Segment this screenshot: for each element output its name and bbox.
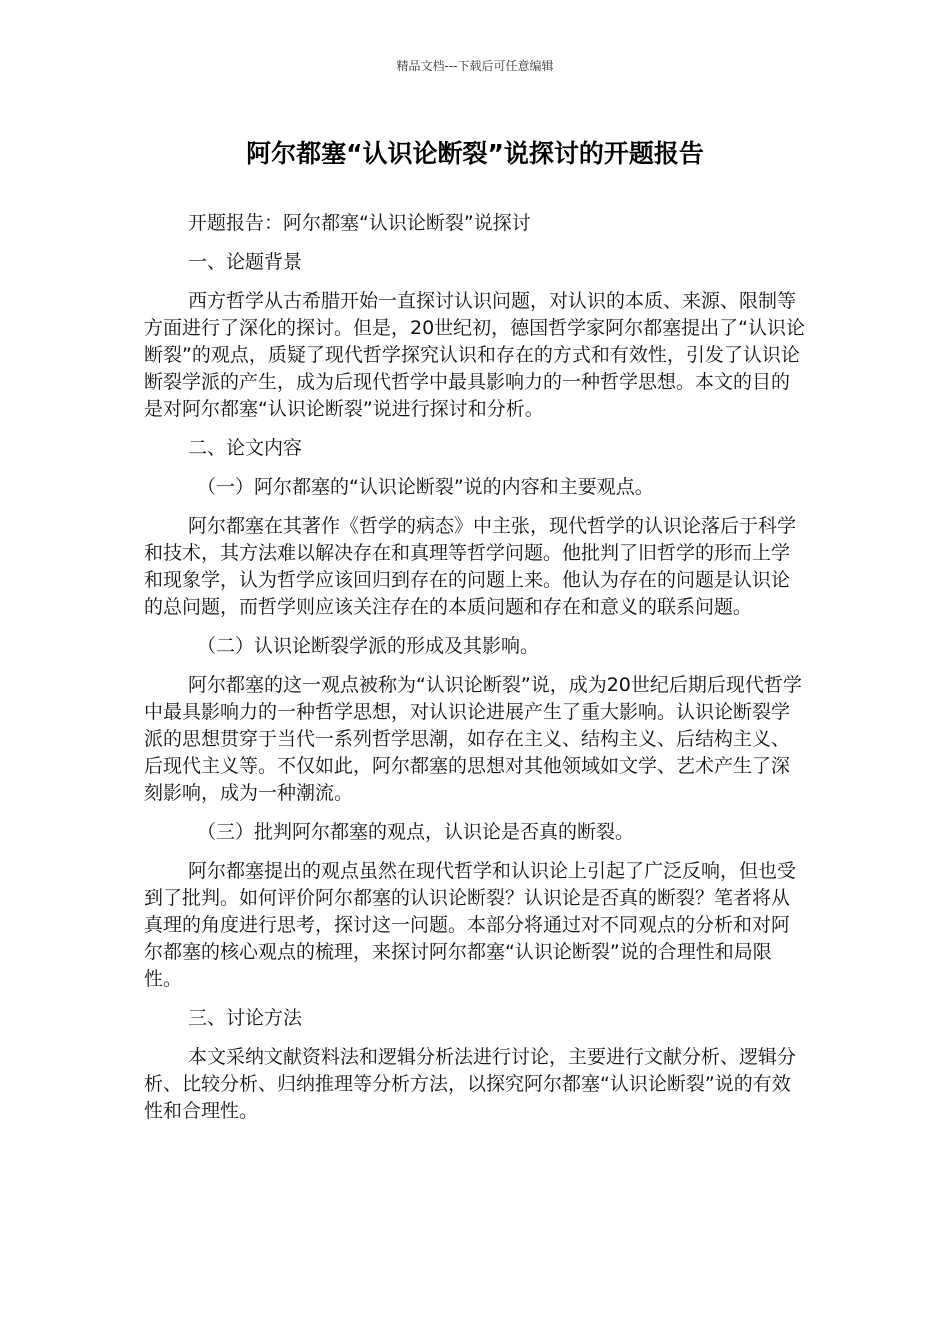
section-heading-content: 二、论文内容 xyxy=(188,437,303,459)
header-note: 精品文档---下载后可任意编辑 xyxy=(396,59,554,73)
subsection-heading-3: （三）批判阿尔都塞的观点，认识论是否真的断裂。 xyxy=(197,821,635,843)
subsection-heading-2: （二）认识论断裂学派的形成及其影响。 xyxy=(197,635,540,657)
paragraph-method: 本文采纳文献资料法和逻辑分析法进行讨论，主要进行文献分析、逻辑分析、比较分析、归纳推理等分析方法，以探究阿尔都塞“认识论断裂”说的有效性和合理性。 xyxy=(144,1046,797,1122)
document-body xyxy=(144,210,808,1137)
paragraph-subsection-3: 阿尔都塞提出的观点虽然在现代哲学和认识论上引起了广泛反响，但也受到了批判。如何评价阿尔都塞的认识论断裂？认识论是否真的断裂？笔者将从真理的角度进行思考，探讨这一问题。本部分将通过对不同观点的分析和对阿尔都塞的核心观点的梳理，来探讨阿尔都塞“认识论断裂”说的合理性和局限性。 xyxy=(144,860,797,990)
paragraph-background: 西方哲学从古希腊开始一直探讨认识问题，对认识的本质、来源、限制等方面进行了深化的探讨。但是，20世纪初，德国哲学家阿尔都塞提出了“认识论断裂”的观点，质疑了现代哲学探究认识和存在的方式和有效性，引发了认识论断裂学派的产生，成为后现代哲学中最具影响力的一种哲学思想。本文的目的是对阿尔都塞“认识论断裂”说进行探讨和分析。 xyxy=(144,290,806,420)
document-title: 阿尔都塞“认识论断裂”说探讨的开题报告 xyxy=(246,139,704,168)
section-heading-method: 三、讨论方法 xyxy=(188,1007,303,1029)
section-heading-background: 一、论题背景 xyxy=(188,251,303,273)
paragraph-subsection-1: 阿尔都塞在其著作《哲学的病态》中主张，现代哲学的认识论落后于科学和技术，其方法难以解决存在和真理等哲学问题。他批判了旧哲学的形而上学和现象学，认为哲学应该回归到存在的问题上来。他认为存在的问题是认识论的总问题，而哲学则应该关注存在的本质问题和存在和意义的联系问题。 xyxy=(144,515,797,618)
subsection-heading-1: （一）阿尔都塞的“认识论断裂”说的内容和主要观点。 xyxy=(197,476,654,498)
report-subtitle: 开题报告：阿尔都塞“认识论断裂”说探讨 xyxy=(188,212,531,234)
paragraph-subsection-2: 阿尔都塞的这一观点被称为“认识论断裂”说，成为20世纪后期后现代哲学中最具影响力的一种哲学思想，对认识论进展产生了重大影响。认识论断裂学派的思想贯穿于当代一系列哲学思潮，如存在主义、结构主义、后结构主义、后现代主义等。不仅如此，阿尔都塞的思想对其他领域如文学、艺术产生了深刻影响，成为一种潮流。 xyxy=(144,674,802,804)
